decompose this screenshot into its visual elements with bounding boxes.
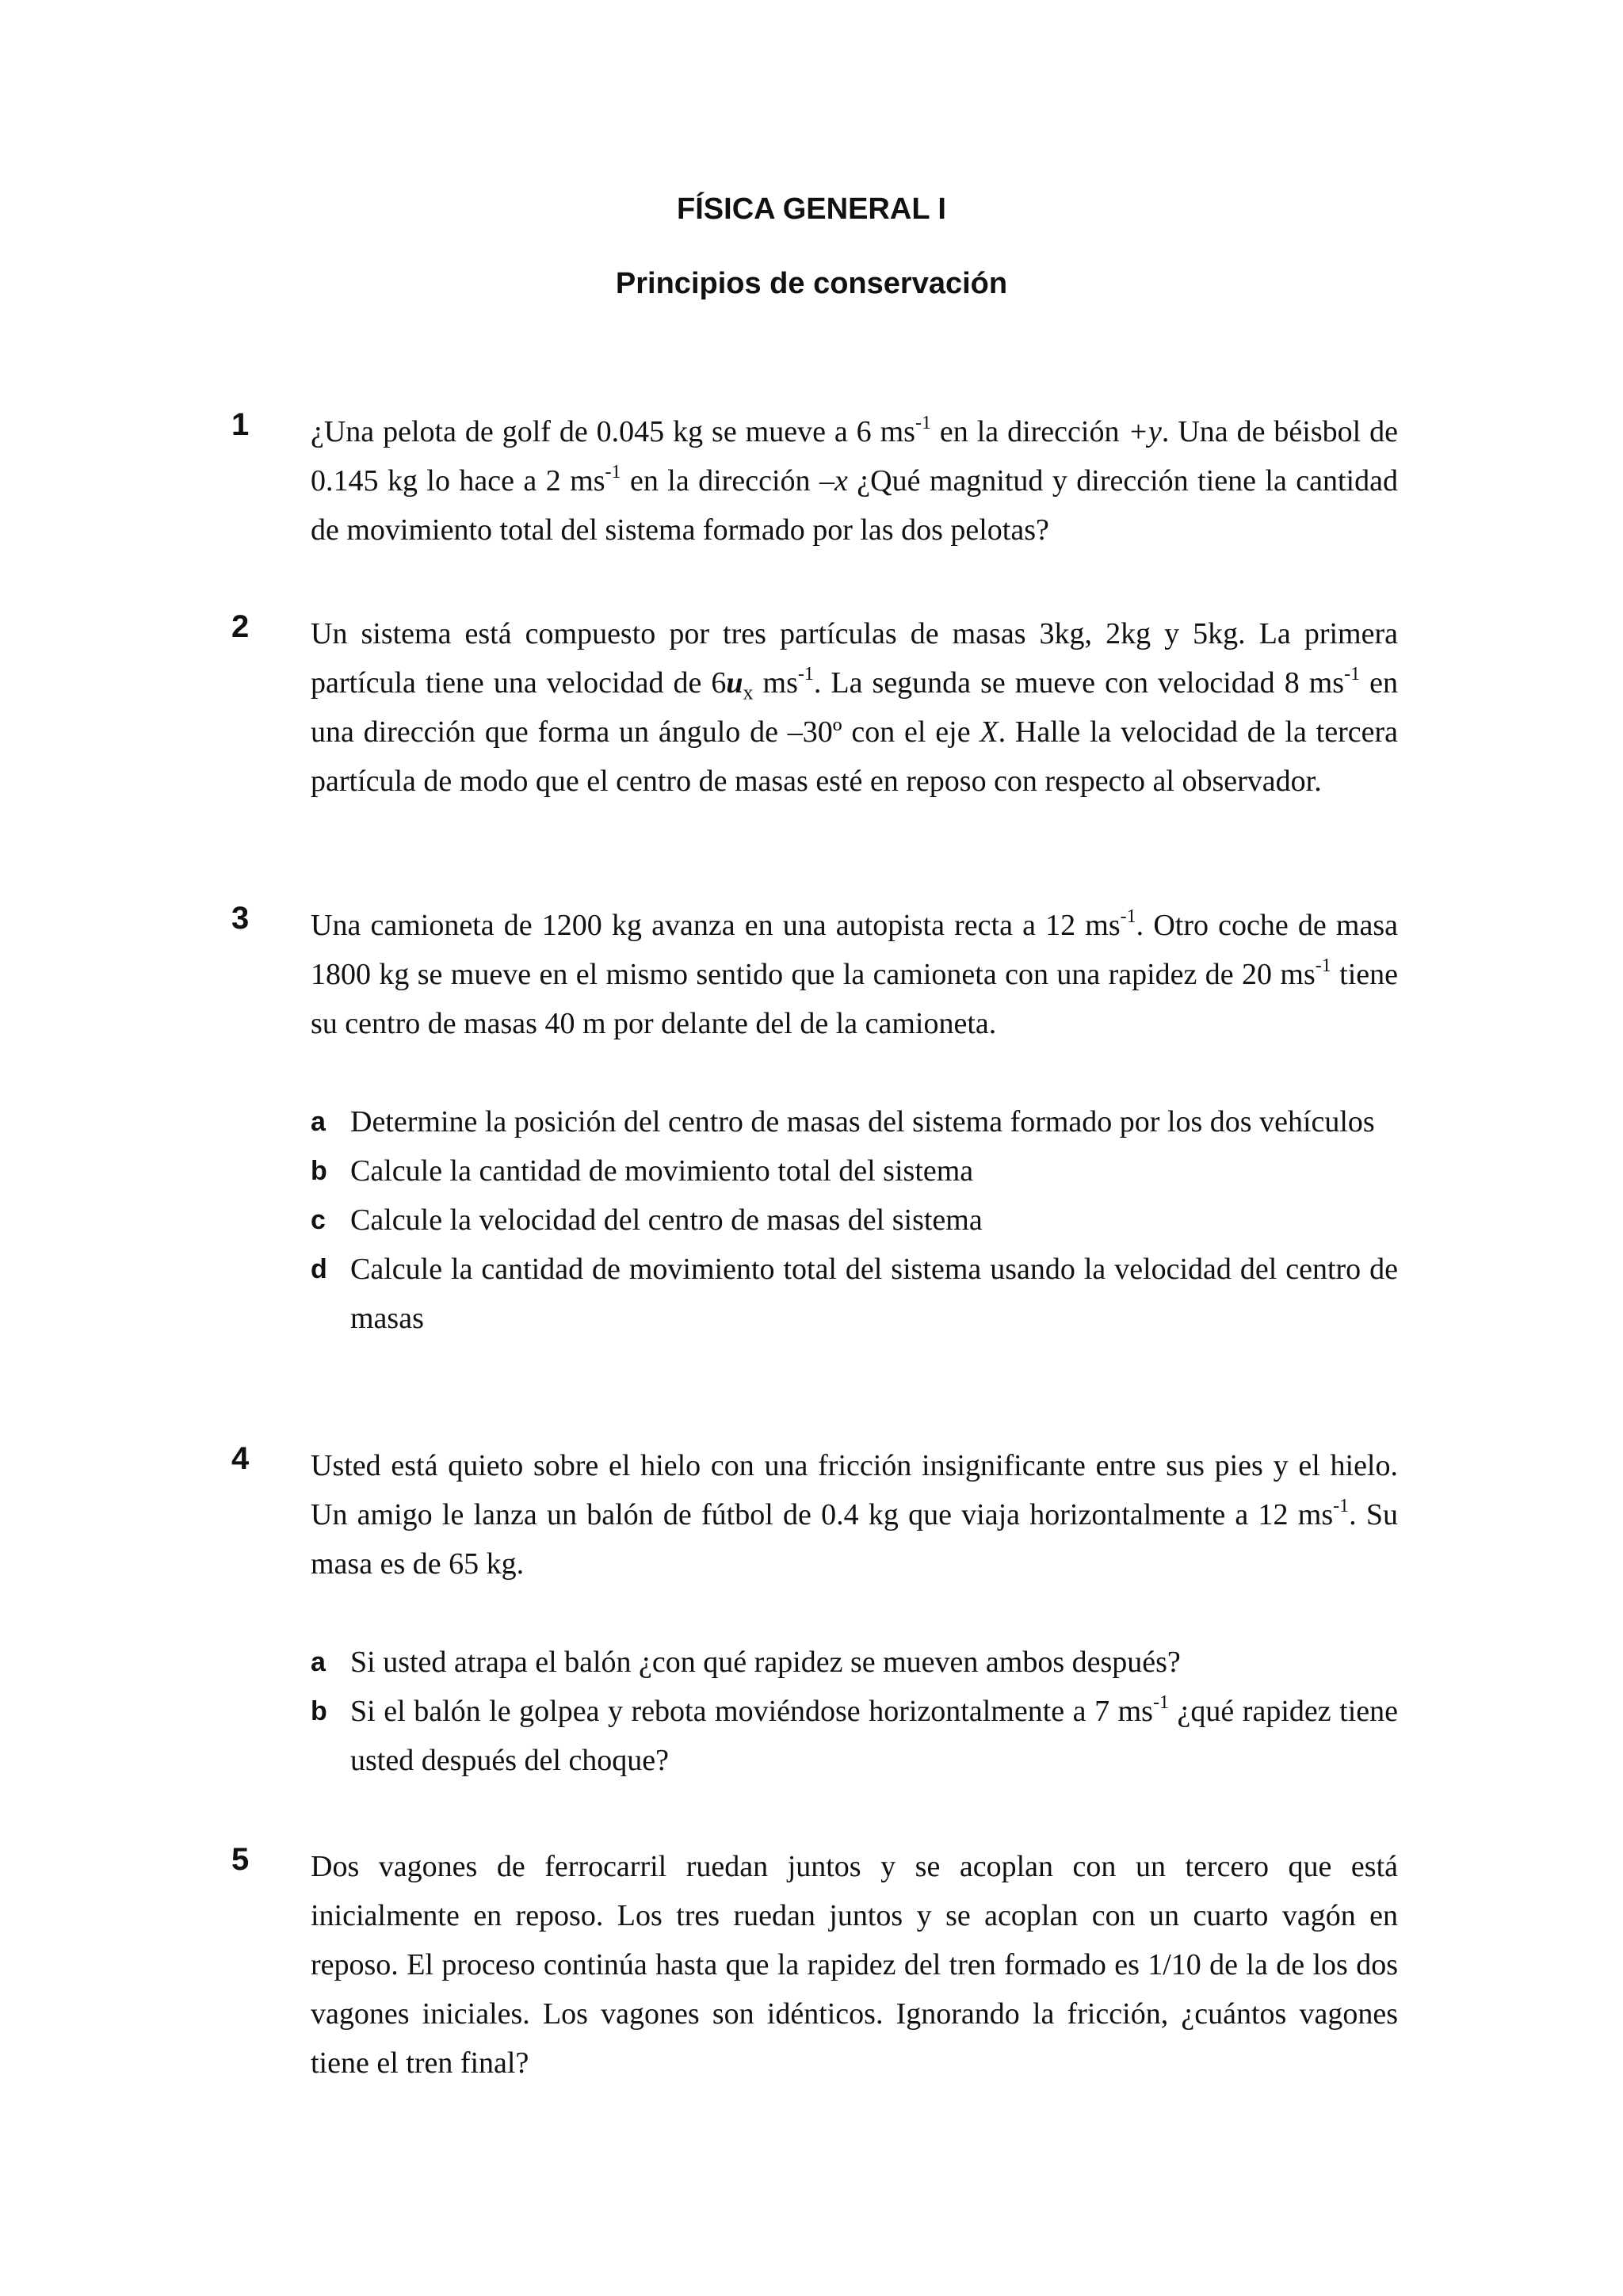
subitem-letter: a [311, 1647, 326, 1677]
subitem-text: Calcule la velocidad del centro de masas del sistema [350, 1203, 983, 1237]
subitem-text: Calcule la cantidad de movimiento total del sistema [350, 1154, 974, 1188]
problem-text: Dos vagones de ferrocarril ruedan juntos y se acoplan con un tercero que está inicialmente en reposo. Los tres ruedan juntos y se acoplan con un cuarto vagón en reposo. El proceso continúa hasta que la rapidez del tren formado es 1/10 de la de los dos vagones iniciales. Los vagones son idénticos. Ignorando la fricción, ¿cuántos vagones tiene el tren final? [311, 1850, 1398, 2080]
subitem-letter: b [311, 1696, 327, 1726]
problem-number: 4 [231, 1441, 250, 1476]
subitem-letter: d [311, 1254, 327, 1284]
subitem-letter: b [311, 1156, 327, 1186]
problem-text: Un sistema está compuesto por tres partículas de masas 3kg, 2kg y 5kg. La primera partícula tiene una velocidad de $6u_x$ $ms^{-1}$. La segunda se mueve con velocidad 8 $ms^{-1}$ en una dirección que forma un ángulo de –30º con el eje X. Halle la velocidad de la tercera partícula de modo que el centro de masas esté en reposo con respecto al observador. [311, 617, 1398, 798]
subitem-list [311, 1097, 1398, 1343]
subitem [311, 1638, 1398, 1687]
problem-number: 5 [231, 1842, 250, 1877]
page-subtitle: Principios de conservación [615, 267, 1008, 300]
subitem-text: Determine la posición del centro de masas del sistema formado por los dos vehículos [350, 1105, 1375, 1138]
subitem-text: Si usted atrapa el balón ¿con qué rapidez se mueven ambos después? [350, 1646, 1181, 1679]
subitem-list [311, 1638, 1398, 1785]
problem-number: 1 [231, 407, 250, 442]
problem-number: 2 [231, 609, 250, 644]
subitem-text: Calcule la cantidad de movimiento total del sistema usando la velocidad del centro de masas [350, 1253, 1398, 1335]
page-title: FÍSICA GENERAL I [677, 193, 946, 226]
subitem [311, 1245, 1398, 1343]
subitem [311, 1687, 1398, 1785]
subitem-letter: a [311, 1107, 326, 1137]
problem-text: Una camioneta de 1200 kg avanza en una autopista recta a 12 $ms^{-1}$. Otro coche de masa 1800 kg se mueve en el mismo sentido que la camioneta con una rapidez de 20 $ms^{-1}$ tiene su centro de masas 40 m por delante del de la camioneta. [311, 906, 1398, 1040]
problem-text: Usted está quieto sobre el hielo con una fricción insignificante entre sus pies y el hielo. Un amigo le lanza un balón de fútbol de 0.4 kg que viaja horizontalmente a 12 $ms^{-1}$. Su masa es de 65 kg. [311, 1449, 1398, 1581]
subitem-letter: c [311, 1205, 326, 1235]
subitem-text: Si el balón le golpea y rebota moviéndose horizontalmente a 7 $ms^{-1}$ ¿qué rapidez tiene usted después del choque? [350, 1692, 1398, 1777]
subitem [311, 1196, 1398, 1245]
problem-text: ¿Una pelota de golf de 0.045 kg se mueve a 6 $ms^{-1}$ en la dirección +y. Una de béisbol de 0.145 kg lo hace a 2 $ms^{-1}$ en la dirección –x ¿Qué magnitud y dirección tiene la cantidad de movimiento total del sistema formado por las dos pelotas? [311, 413, 1398, 547]
subitem [311, 1097, 1398, 1146]
problem-number: 3 [231, 901, 250, 936]
subitem [311, 1146, 1398, 1196]
